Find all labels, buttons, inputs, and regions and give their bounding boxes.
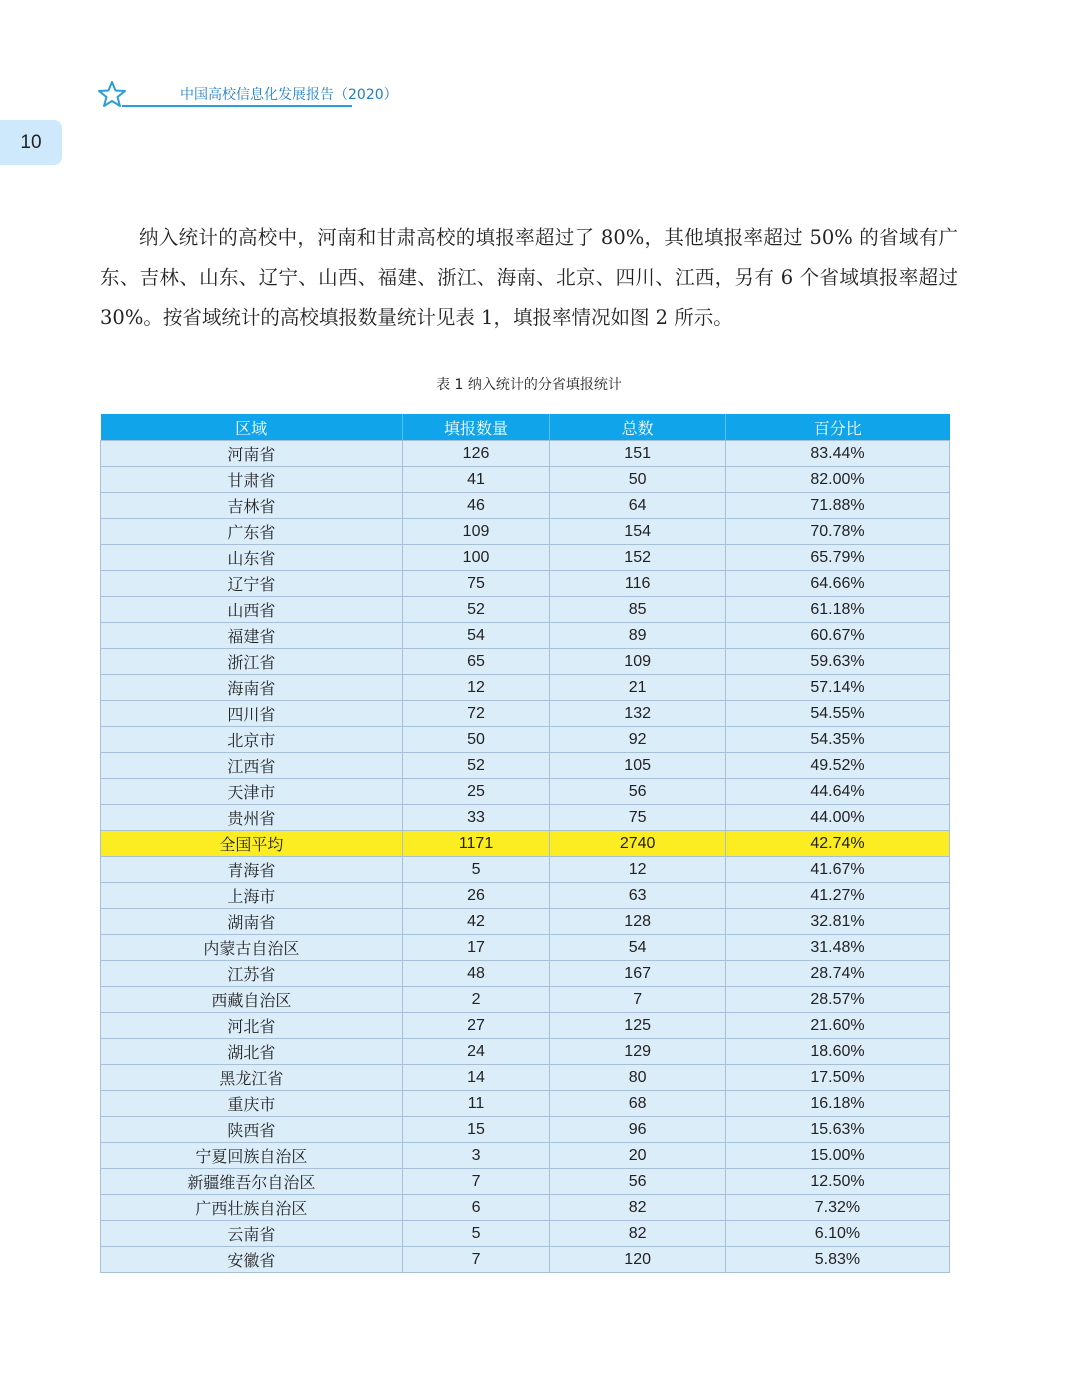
cell-region: 河南省 (101, 441, 403, 467)
cell-percent: 54.35% (725, 727, 949, 753)
cell-region: 江苏省 (101, 961, 403, 987)
cell-percent: 70.78% (725, 519, 949, 545)
cell-region: 山西省 (101, 597, 403, 623)
column-header-total: 总数 (550, 414, 726, 441)
cell-percent: 71.88% (725, 493, 949, 519)
table-row (101, 805, 950, 831)
table-header-row (101, 414, 950, 441)
table-row (101, 571, 950, 597)
cell-filled: 5 (402, 1221, 550, 1247)
cell-region: 广东省 (101, 519, 403, 545)
cell-filled: 52 (402, 597, 550, 623)
cell-region: 全国平均 (101, 831, 403, 857)
table-caption: 表 1 纳入统计的分省填报统计 (436, 377, 622, 393)
cell-total: 128 (550, 909, 726, 935)
cell-percent: 59.63% (725, 649, 949, 675)
cell-region: 四川省 (101, 701, 403, 727)
table-row (101, 883, 950, 909)
province-stats-table (100, 414, 950, 1273)
cell-filled: 14 (402, 1065, 550, 1091)
table-row (101, 519, 950, 545)
table-row (101, 545, 950, 571)
page-number: 10 (0, 120, 62, 165)
column-header-filled: 填报数量 (402, 414, 550, 441)
cell-percent: 31.48% (725, 935, 949, 961)
cell-filled: 126 (402, 441, 550, 467)
cell-percent: 82.00% (725, 467, 949, 493)
cell-percent: 41.27% (725, 883, 949, 909)
cell-total: 7 (550, 987, 726, 1013)
table-row (101, 1169, 950, 1195)
table-row-national-average (101, 831, 950, 857)
cell-filled: 75 (402, 571, 550, 597)
cell-region: 江西省 (101, 753, 403, 779)
cell-percent: 44.64% (725, 779, 949, 805)
cell-filled: 72 (402, 701, 550, 727)
cell-total: 63 (550, 883, 726, 909)
cell-region: 甘肃省 (101, 467, 403, 493)
table-row (101, 1013, 950, 1039)
cell-filled: 54 (402, 623, 550, 649)
table-row (101, 1143, 950, 1169)
table-row (101, 675, 950, 701)
column-header-percent: 百分比 (725, 414, 949, 441)
cell-total: 82 (550, 1221, 726, 1247)
table-row (101, 649, 950, 675)
cell-percent: 49.52% (725, 753, 949, 779)
cell-region: 福建省 (101, 623, 403, 649)
cell-total: 20 (550, 1143, 726, 1169)
cell-total: 21 (550, 675, 726, 701)
column-header-region: 区域 (101, 414, 403, 441)
cell-region: 海南省 (101, 675, 403, 701)
table-row (101, 1039, 950, 1065)
cell-total: 80 (550, 1065, 726, 1091)
cell-region: 山东省 (101, 545, 403, 571)
table-row (101, 987, 950, 1013)
table-row (101, 1117, 950, 1143)
cell-filled: 2 (402, 987, 550, 1013)
table-body (101, 441, 950, 1273)
table-row (101, 701, 950, 727)
cell-region: 西藏自治区 (101, 987, 403, 1013)
cell-total: 132 (550, 701, 726, 727)
table-row (101, 1247, 950, 1273)
cell-filled: 42 (402, 909, 550, 935)
cell-filled: 41 (402, 467, 550, 493)
cell-filled: 6 (402, 1195, 550, 1221)
cell-region: 河北省 (101, 1013, 403, 1039)
cell-total: 116 (550, 571, 726, 597)
table-row (101, 753, 950, 779)
cell-region: 天津市 (101, 779, 403, 805)
cell-filled: 33 (402, 805, 550, 831)
table-row (101, 727, 950, 753)
cell-region: 陕西省 (101, 1117, 403, 1143)
cell-total: 64 (550, 493, 726, 519)
table-row (101, 623, 950, 649)
cell-percent: 83.44% (725, 441, 949, 467)
running-header (98, 78, 428, 112)
cell-region: 辽宁省 (101, 571, 403, 597)
cell-total: 92 (550, 727, 726, 753)
cell-percent: 6.10% (725, 1221, 949, 1247)
cell-region: 浙江省 (101, 649, 403, 675)
table-row (101, 467, 950, 493)
cell-percent: 5.83% (725, 1247, 949, 1273)
cell-filled: 3 (402, 1143, 550, 1169)
cell-percent: 18.60% (725, 1039, 949, 1065)
cell-percent: 44.00% (725, 805, 949, 831)
cell-total: 75 (550, 805, 726, 831)
cell-region: 广西壮族自治区 (101, 1195, 403, 1221)
cell-region: 黑龙江省 (101, 1065, 403, 1091)
cell-total: 167 (550, 961, 726, 987)
cell-filled: 26 (402, 883, 550, 909)
cell-percent: 42.74% (725, 831, 949, 857)
report-title: 中国高校信息化发展报告（2020） (180, 87, 398, 103)
cell-percent: 7.32% (725, 1195, 949, 1221)
cell-region: 云南省 (101, 1221, 403, 1247)
cell-filled: 17 (402, 935, 550, 961)
cell-region: 青海省 (101, 857, 403, 883)
cell-filled: 24 (402, 1039, 550, 1065)
cell-total: 56 (550, 779, 726, 805)
cell-region: 贵州省 (101, 805, 403, 831)
cell-region: 重庆市 (101, 1091, 403, 1117)
cell-total: 152 (550, 545, 726, 571)
cell-percent: 12.50% (725, 1169, 949, 1195)
cell-total: 129 (550, 1039, 726, 1065)
cell-filled: 12 (402, 675, 550, 701)
cell-filled: 50 (402, 727, 550, 753)
cell-percent: 54.55% (725, 701, 949, 727)
table-row (101, 909, 950, 935)
cell-total: 89 (550, 623, 726, 649)
cell-total: 125 (550, 1013, 726, 1039)
cell-filled: 25 (402, 779, 550, 805)
cell-filled: 5 (402, 857, 550, 883)
cell-percent: 57.14% (725, 675, 949, 701)
cell-filled: 11 (402, 1091, 550, 1117)
table-row (101, 441, 950, 467)
table-row (101, 779, 950, 805)
cell-total: 12 (550, 857, 726, 883)
cell-total: 120 (550, 1247, 726, 1273)
cell-region: 上海市 (101, 883, 403, 909)
cell-total: 68 (550, 1091, 726, 1117)
cell-percent: 15.63% (725, 1117, 949, 1143)
table-row (101, 1065, 950, 1091)
cell-percent: 65.79% (725, 545, 949, 571)
cell-total: 151 (550, 441, 726, 467)
table-row (101, 493, 950, 519)
cell-total: 56 (550, 1169, 726, 1195)
table-row (101, 857, 950, 883)
table-row (101, 1091, 950, 1117)
table-row (101, 961, 950, 987)
cell-total: 50 (550, 467, 726, 493)
body-paragraph: 纳入统计的高校中，河南和甘肃高校的填报率超过了 80%，其他填报率超过 50% 的省域有广东、吉林、山东、辽宁、山西、福建、浙江、海南、北京、四川、江西，另有 6 个省域填报率超过 30%。按省域统计的高校填报数量统计见表 1，填报率情况如图 2 所示。 (100, 225, 958, 329)
cell-percent: 28.57% (725, 987, 949, 1013)
cell-total: 2740 (550, 831, 726, 857)
table-row (101, 1221, 950, 1247)
cell-percent: 32.81% (725, 909, 949, 935)
cell-percent: 17.50% (725, 1065, 949, 1091)
cell-filled: 15 (402, 1117, 550, 1143)
cell-filled: 48 (402, 961, 550, 987)
cell-total: 105 (550, 753, 726, 779)
cell-percent: 64.66% (725, 571, 949, 597)
cell-region: 吉林省 (101, 493, 403, 519)
cell-total: 85 (550, 597, 726, 623)
cell-total: 82 (550, 1195, 726, 1221)
cell-percent: 41.67% (725, 857, 949, 883)
cell-total: 96 (550, 1117, 726, 1143)
cell-total: 154 (550, 519, 726, 545)
cell-filled: 1171 (402, 831, 550, 857)
cell-percent: 61.18% (725, 597, 949, 623)
cell-filled: 109 (402, 519, 550, 545)
cell-region: 新疆维吾尔自治区 (101, 1169, 403, 1195)
cell-filled: 7 (402, 1247, 550, 1273)
table-row (101, 935, 950, 961)
cell-percent: 16.18% (725, 1091, 949, 1117)
cell-region: 内蒙古自治区 (101, 935, 403, 961)
table-row (101, 1195, 950, 1221)
cell-region: 宁夏回族自治区 (101, 1143, 403, 1169)
cell-total: 54 (550, 935, 726, 961)
cell-filled: 7 (402, 1169, 550, 1195)
cell-filled: 65 (402, 649, 550, 675)
cell-filled: 46 (402, 493, 550, 519)
cell-region: 安徽省 (101, 1247, 403, 1273)
table-row (101, 597, 950, 623)
cell-percent: 60.67% (725, 623, 949, 649)
cell-percent: 21.60% (725, 1013, 949, 1039)
cell-total: 109 (550, 649, 726, 675)
cell-filled: 100 (402, 545, 550, 571)
cell-filled: 27 (402, 1013, 550, 1039)
cell-region: 北京市 (101, 727, 403, 753)
cell-region: 湖北省 (101, 1039, 403, 1065)
cell-percent: 15.00% (725, 1143, 949, 1169)
header-rule (122, 105, 352, 107)
cell-filled: 52 (402, 753, 550, 779)
cell-region: 湖南省 (101, 909, 403, 935)
cell-percent: 28.74% (725, 961, 949, 987)
